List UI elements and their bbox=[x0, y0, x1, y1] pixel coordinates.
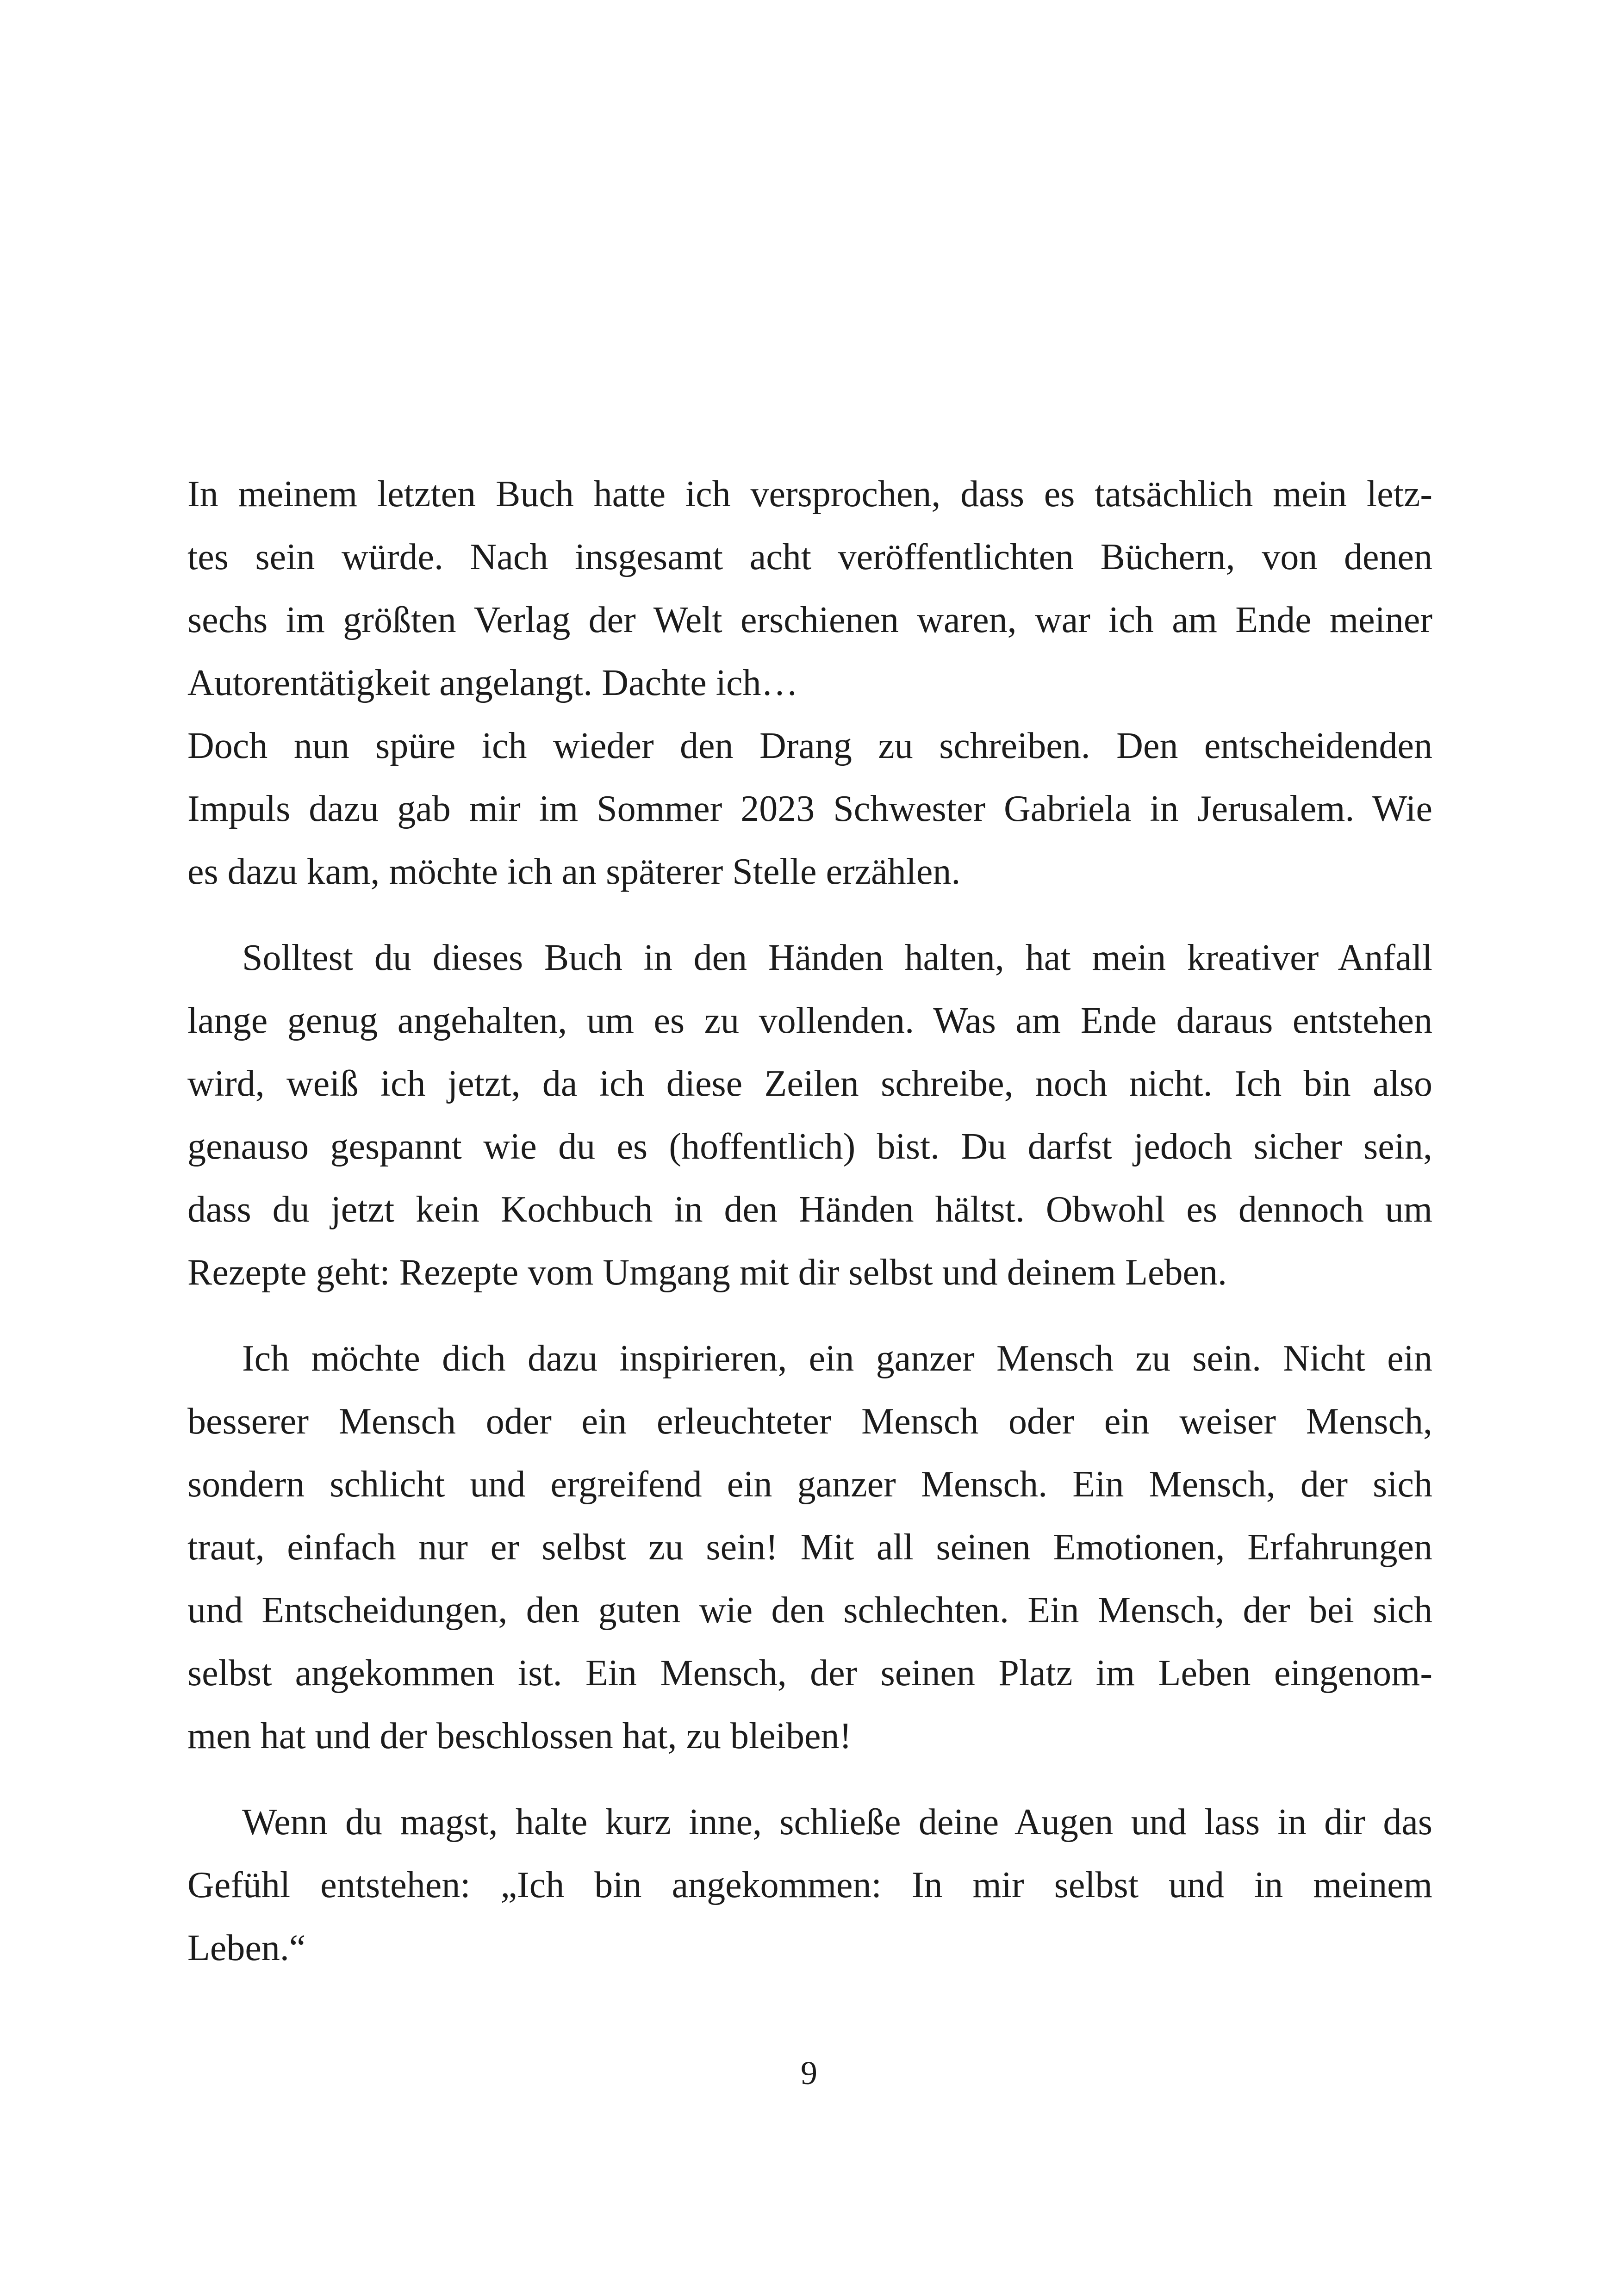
text-line: Rezepte geht: Rezepte vom Umgang mit dir selbst und deinem Leben. bbox=[187, 1252, 1227, 1293]
paragraph-gap bbox=[187, 1304, 1432, 1327]
text-line: und Entscheidungen, den guten wie den schlechten. Ein Mensch, der bei sich bbox=[187, 1590, 1432, 1631]
text-line: Gefühl entstehen: „Ich bin angekommen: In mir selbst und in meinem bbox=[187, 1865, 1432, 1905]
body-text bbox=[187, 463, 1432, 1980]
text-line: Impuls dazu gab mir im Sommer 2023 Schwester Gabriela in Jerusalem. Wie bbox=[187, 788, 1432, 829]
text-line: Autorentätigkeit angelangt. Dachte ich… bbox=[187, 663, 798, 703]
text-line: Leben.“ bbox=[187, 1928, 306, 1968]
text-line: lange genug angehalten, um es zu vollenden. Was am Ende daraus entstehen bbox=[187, 1000, 1432, 1041]
text-line: In meinem letzten Buch hatte ich versprochen, dass es tatsächlich mein letz- bbox=[187, 474, 1432, 515]
text-line: sechs im größten Verlag der Welt erschienen waren, war ich am Ende meiner bbox=[187, 600, 1432, 640]
text-line: Solltest du dieses Buch in den Händen halten, hat mein kreativer Anfall bbox=[242, 937, 1432, 978]
text-line: selbst angekommen ist. Ein Mensch, der seinen Platz im Leben eingenom- bbox=[187, 1653, 1432, 1694]
paragraph-gap bbox=[187, 903, 1432, 926]
text-line: es dazu kam, möchte ich an späterer Stelle erzählen. bbox=[187, 851, 961, 892]
text-line: besserer Mensch oder ein erleuchteter Mensch oder ein weiser Mensch, bbox=[187, 1401, 1432, 1442]
text-line: tes sein würde. Nach insgesamt acht veröffentlichten Büchern, von denen bbox=[187, 537, 1432, 577]
text-line: Doch nun spüre ich wieder den Drang zu schreiben. Den entscheidenden bbox=[187, 726, 1432, 766]
paragraph-gap bbox=[187, 1768, 1432, 1791]
text-line: Wenn du magst, halte kurz inne, schließe deine Augen und lass in dir das bbox=[242, 1802, 1432, 1843]
text-line: men hat und der beschlossen hat, zu bleiben! bbox=[187, 1716, 852, 1756]
page-number: 9 bbox=[801, 2054, 817, 2091]
text-line: sondern schlicht und ergreifend ein ganzer Mensch. Ein Mensch, der sich bbox=[187, 1464, 1432, 1505]
text-line: genauso gespannt wie du es (hoffentlich) bist. Du darfst jedoch sicher sein, bbox=[187, 1126, 1432, 1167]
text-line: traut, einfach nur er selbst zu sein! Mit all seinen Emotionen, Erfahrungen bbox=[187, 1527, 1432, 1568]
text-line: Ich möchte dich dazu inspirieren, ein ganzer Mensch zu sein. Nicht ein bbox=[242, 1338, 1432, 1379]
text-line: wird, weiß ich jetzt, da ich diese Zeilen schreibe, noch nicht. Ich bin also bbox=[187, 1063, 1432, 1104]
text-line: dass du jetzt kein Kochbuch in den Händen hältst. Obwohl es dennoch um bbox=[187, 1189, 1432, 1230]
